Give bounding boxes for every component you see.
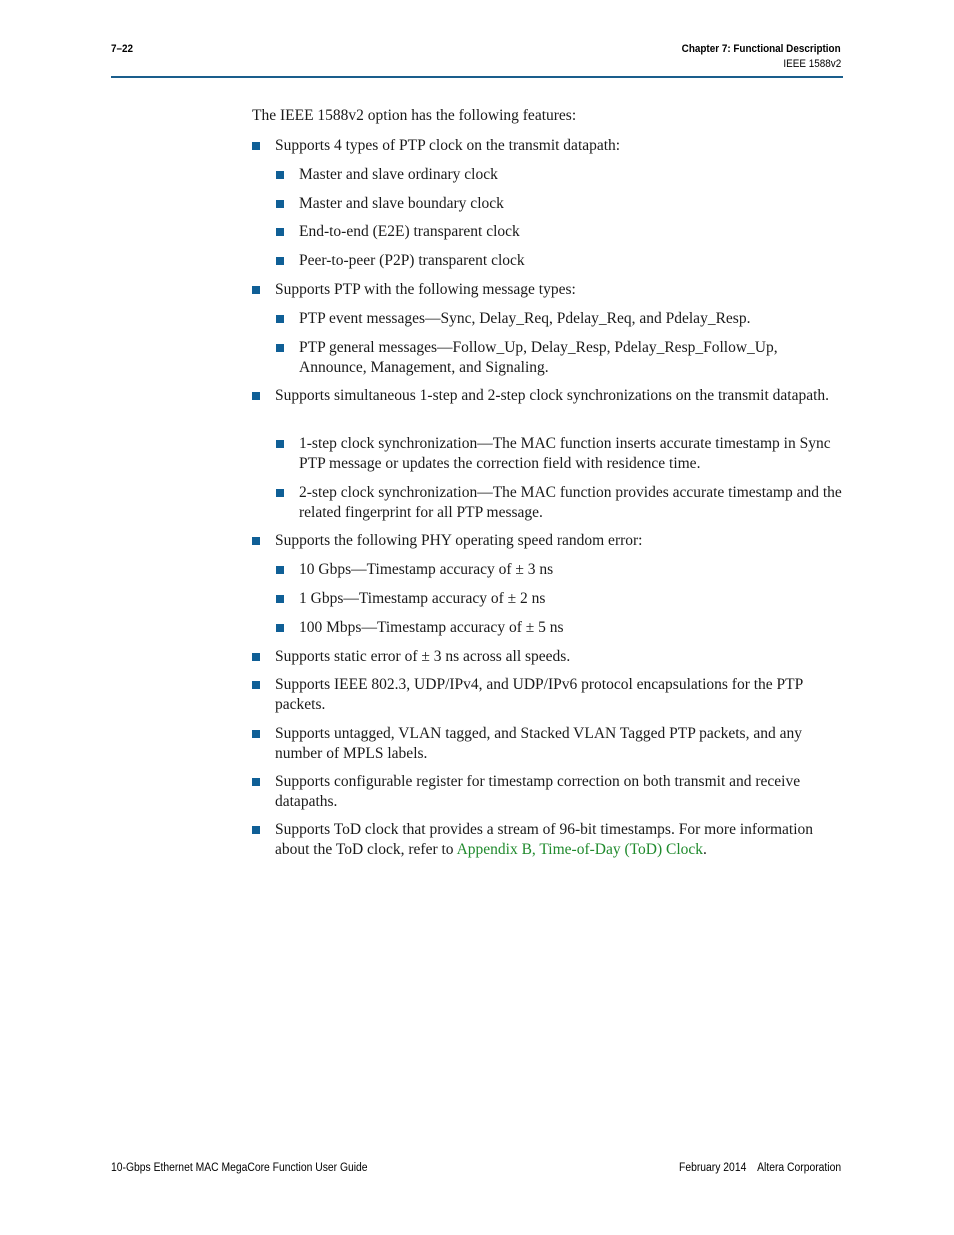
sub-list-item — [276, 222, 844, 242]
square-bullet-icon — [276, 440, 284, 448]
tod-period: . — [703, 840, 707, 858]
list-item — [252, 136, 840, 156]
list-item-text: PTP general messages—Follow_Up, Delay_Resp, Pdelay_Resp_Follow_Up, Announce, Management, and Signaling. — [299, 339, 778, 376]
square-bullet-icon — [276, 624, 284, 632]
square-bullet-icon — [252, 653, 260, 661]
sub-list-item — [276, 251, 844, 271]
square-bullet-icon — [276, 257, 284, 265]
section-title: IEEE 1588v2 — [783, 58, 841, 70]
page-header — [0, 0, 954, 80]
list-item — [252, 647, 840, 667]
tod-text: Supports ToD clock that provides a stream of 96-bit timestamps. For more information about the ToD clock, refer to — [275, 821, 814, 858]
footer-date: February 2014 — [678, 1162, 747, 1174]
list-item-text: Supports 4 types of PTP clock on the transmit datapath: — [275, 137, 621, 154]
list-item-text: Supports static error of ± 3 ns across all speeds. — [275, 648, 571, 665]
square-bullet-icon — [252, 537, 260, 545]
list-item-text: Supports simultaneous 1-step and 2-step clock synchronizations on the transmit datapath. — [275, 387, 830, 404]
header-rule — [111, 76, 843, 78]
sub-list-item — [276, 338, 844, 377]
square-bullet-icon — [252, 681, 260, 689]
page-footer — [0, 1155, 954, 1185]
sub-list-item — [276, 618, 844, 638]
sub-list-item — [276, 560, 844, 580]
sub-list-item — [276, 165, 844, 185]
footer-guide-title: 10-Gbps Ethernet MAC MegaCore Function User Guide — [111, 1162, 368, 1174]
list-item-text: 1-step clock synchronization—The MAC function inserts accurate timestamp in Sync PTP message or updates the correction field with residence time. — [299, 435, 831, 472]
square-bullet-icon — [276, 489, 284, 497]
square-bullet-icon — [276, 315, 284, 323]
list-item — [252, 724, 840, 763]
appendix-b-link[interactable]: Appendix B, Time-of-Day (ToD) Clock — [456, 840, 704, 858]
square-bullet-icon — [276, 344, 284, 352]
list-item — [252, 531, 840, 551]
list-item-text: 100 Mbps—Timestamp accuracy of ± 5 ns — [299, 619, 564, 636]
list-item-text: Peer-to-peer (P2P) transparent clock — [299, 252, 525, 269]
square-bullet-icon — [252, 142, 260, 150]
chapter-title: Chapter 7: Functional Description — [682, 43, 841, 55]
intro-paragraph: The IEEE 1588v2 option has the following features: — [252, 107, 577, 124]
square-bullet-icon — [276, 566, 284, 574]
list-item-text: 10 Gbps—Timestamp accuracy of ± 3 ns — [299, 561, 554, 578]
square-bullet-icon — [276, 171, 284, 179]
sub-list-item — [276, 309, 844, 329]
list-item — [252, 772, 840, 811]
page-number: 7–22 — [111, 43, 134, 55]
sub-list-item — [276, 434, 844, 473]
list-item-text: Supports IEEE 802.3, UDP/IPv4, and UDP/IPv6 protocol encapsulations for the PTP packets. — [275, 676, 803, 713]
list-item-text: 2-step clock synchronization—The MAC function provides accurate timestamp and the related fingerprint for all PTP message. — [299, 484, 842, 521]
list-item — [252, 280, 840, 300]
square-bullet-icon — [252, 730, 260, 738]
footer-company: Altera Corporation — [757, 1162, 841, 1174]
list-item-text: Supports PTP with the following message types: — [275, 281, 576, 298]
list-item — [252, 820, 840, 859]
list-item-text: 1 Gbps—Timestamp accuracy of ± 2 ns — [299, 590, 546, 607]
square-bullet-icon — [252, 826, 260, 834]
list-item-text: Supports untagged, VLAN tagged, and Stacked VLAN Tagged PTP packets, and any number of MPLS labels. — [275, 725, 802, 762]
square-bullet-icon — [252, 392, 260, 400]
square-bullet-icon — [276, 200, 284, 208]
footer-right — [679, 1162, 841, 1174]
list-item-text: PTP event messages—Sync, Delay_Req, Pdelay_Req, and Pdelay_Resp. — [299, 310, 751, 327]
list-item — [252, 386, 840, 406]
sub-list-item — [276, 194, 844, 214]
list-item-text: Supports the following PHY operating speed random error: — [275, 532, 643, 549]
list-item-text: End-to-end (E2E) transparent clock — [299, 223, 520, 240]
square-bullet-icon — [276, 595, 284, 603]
sub-list-item — [276, 589, 844, 609]
list-item — [252, 675, 840, 714]
square-bullet-icon — [252, 286, 260, 294]
list-item-text: Master and slave boundary clock — [299, 195, 504, 212]
sub-list-item — [276, 483, 844, 522]
list-item-text — [275, 820, 840, 859]
list-item-text: Master and slave ordinary clock — [299, 166, 498, 183]
square-bullet-icon — [252, 778, 260, 786]
square-bullet-icon — [276, 228, 284, 236]
list-item-text: Supports configurable register for timestamp correction on both transmit and receive datapaths. — [275, 773, 801, 810]
